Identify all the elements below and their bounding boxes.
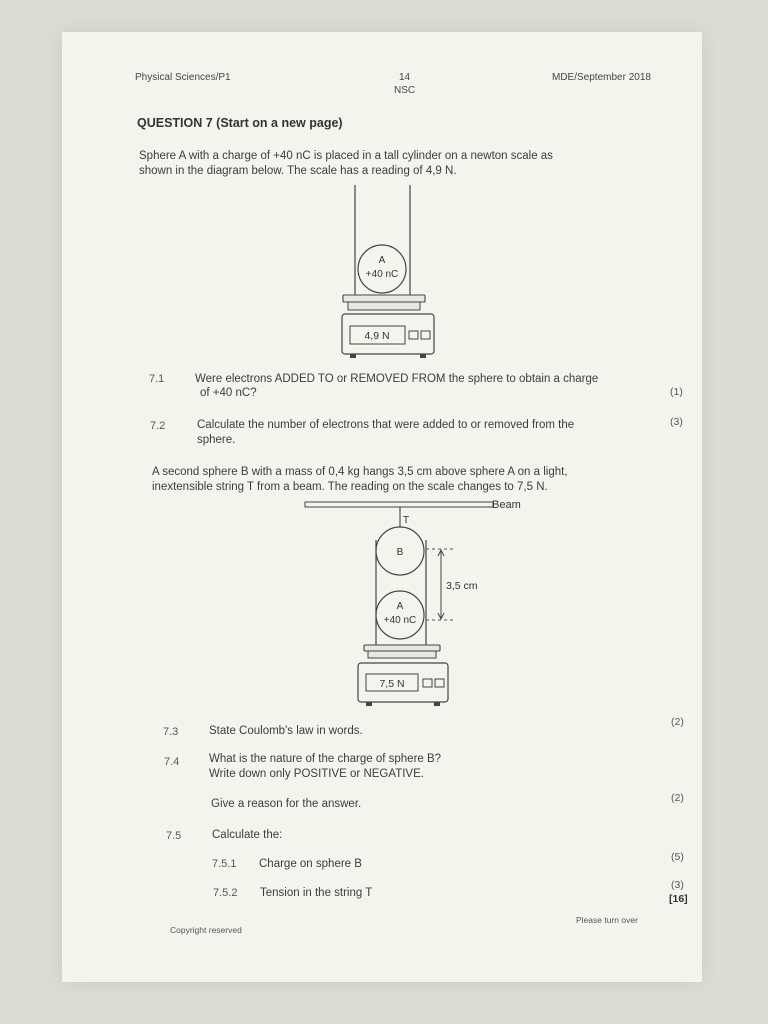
q7-1-line-2: of +40 nC? [200,387,257,399]
q7-1-number: 7.1 [149,373,165,385]
intro-line-1: Sphere A with a charge of +40 nC is placed in a tall cylinder on a newton scale as [139,150,553,162]
scale-reading-2: 7,5 N [379,678,405,690]
q7-3-text: State Coulomb's law in words. [209,725,363,737]
header-page-number: 14 [399,72,411,83]
q7-5-1-number: 7.5.1 [212,858,237,870]
q7-1-marks: (1) [670,386,683,398]
diagram-beam-spheres-scale [300,495,540,710]
header-exam: NSC [394,85,416,96]
header-subject: Physical Sciences/P1 [135,72,231,83]
beam [305,502,493,507]
footer-turn-over: Please turn over [576,915,638,925]
second-intro-line-1: A second sphere B with a mass of 0,4 kg hangs 3,5 cm above sphere A on a light, [152,466,568,478]
sphere-b-label: B [396,547,404,558]
sphere-a-label-1: A [378,255,386,266]
diagram-cylinder-scale-1 [330,185,440,360]
q7-5-number: 7.5 [166,830,182,842]
q7-5-text: Calculate the: [212,829,283,841]
q7-5-1-marks: (5) [671,851,684,863]
q7-5-2-text: Tension in the string T [260,887,373,899]
sphere-a-charge-1: +40 nC [365,269,399,280]
q7-2-marks: (3) [670,416,683,428]
q7-3-marks: (2) [671,716,684,728]
header-date: MDE/September 2018 [552,72,651,83]
q7-3-number: 7.3 [163,726,179,738]
q7-5-1-text: Charge on sphere B [259,858,362,870]
sphere-a-charge-2: +40 nC [383,615,417,626]
question-total: [16] [669,893,688,905]
q7-4-line-1: What is the nature of the charge of sphere B? [209,753,442,765]
q7-4-line-3: Give a reason for the answer. [211,798,362,810]
string-t-label: T [403,515,410,526]
q7-4-marks: (2) [671,792,684,804]
q7-5-2-marks: (3) [671,879,684,891]
q7-2-line-1: Calculate the number of electrons that were added to or removed from the [197,419,575,431]
distance-label: 3,5 cm [446,580,478,592]
intro-line-2: shown in the diagram below. The scale has a reading of 4,9 N. [139,165,457,177]
q7-2-number: 7.2 [150,420,166,432]
beam-label: Beam [492,499,521,511]
footer-copyright: Copyright reserved [170,925,242,935]
question-title: QUESTION 7 (Start on a new page) [137,116,343,130]
q7-1-line-1: Were electrons ADDED TO or REMOVED FROM the sphere to obtain a charge [195,373,599,385]
q7-2-line-2: sphere. [197,434,236,446]
q7-5-2-number: 7.5.2 [213,887,238,899]
q7-4-line-2: Write down only POSITIVE or NEGATIVE. [209,768,424,780]
sphere-a-label-2: A [396,601,404,612]
second-intro-line-2: inextensible string T from a beam. The reading on the scale changes to 7,5 N. [152,481,548,493]
q7-4-number: 7.4 [164,756,180,768]
scale-reading-1: 4,9 N [364,330,390,342]
